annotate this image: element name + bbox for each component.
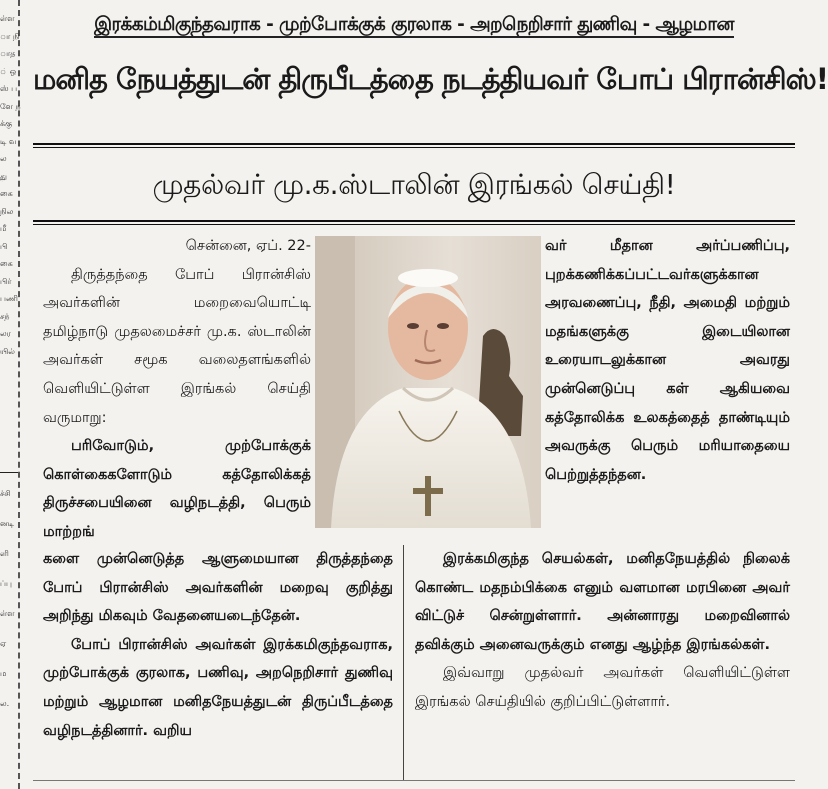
column-right-top [545, 232, 790, 489]
quote-paragraph: இரக்கமிகுந்த செயல்கள், மனிதநேயத்தில் நிலைக் கொண்ட மதநம்பிக்கை எனும் வளமான மரபினை அவர் விட்டுச் சென்றுள்ளார். அன்னாரது மறைவினால் தவிக்கும் அனைவருக்கும் எனது ஆழ்ந்த இரங்கல்கள். [415, 551, 790, 653]
rule [33, 143, 795, 145]
rule [33, 780, 795, 781]
adjacent-text-fragment: ல [0, 154, 7, 163]
adjacent-text-fragment: கை [0, 189, 13, 198]
column-right-bottom [415, 545, 790, 717]
rule [33, 147, 795, 148]
subhead: முதல்வர் மு.க.ஸ்டாலின் இரங்கல் செய்தி! [152, 168, 676, 201]
adjacent-rule [0, 472, 18, 473]
closing-paragraph: இவ்வாறு முதல்வர் அவர்கள் வெளியிட்டுள்ள இரங்கல் செய்தியில் குறிப்பிட்டுள்ளார். [415, 665, 790, 710]
adjacent-text-fragment: பி [0, 241, 8, 251]
quote-paragraph: பரிவோடும், முற்போக்குக் கொள்கைகளோடும் கத்தோலிக்கத் திருச்சபையினை வழிநடத்தி, பெரும் மாற்றங் [43, 438, 311, 540]
adjacent-text-fragment: ள்ள [0, 14, 15, 23]
adjacent-text-fragment: மீ [0, 224, 7, 233]
adjacent-column-edge [0, 0, 26, 789]
adjacent-text-fragment: னடி [0, 519, 15, 528]
adjacent-text-fragment: சந் [0, 311, 10, 321]
quote-paragraph: வர் மீதான அர்ப்பணிப்பு, புறக்கணிக்கப்பட்டவர்களுக்கான அரவணைப்பு, நீதி, அமைதி மற்றும் மதங்களுக்கு இடையிலான உரையாடலுக்கான அவரது முன்னெடுப்பு கள் ஆகியவை கத்தோலிக்க உலகத்தைத் தாண்டியும் அவருக்கு பெரும் மரியாதையை பெற்றுத்தந்தன. [545, 238, 790, 483]
adjacent-text-fragment: யில் [0, 346, 15, 356]
rule [33, 224, 795, 225]
intro-paragraph: திருத்தந்தை போப் பிரான்சிஸ் அவர்களின் மறைவையொட்டி தமிழ்நாடு முதலமைச்சர் மு.க. ஸ்டாலின் அவர்கள் சமூக வலைதளங்களில் வெளியிட்டுள்ள இரங்கல் செய்தி வருமாறு: [43, 266, 311, 426]
adjacent-text-fragment: லர [0, 329, 11, 338]
pope-photo [315, 236, 541, 528]
column-left-bottom [43, 545, 393, 745]
column-divider [403, 545, 404, 781]
adjacent-text-fragment: க்கு [0, 119, 13, 128]
adjacent-text-fragment: ஏ [0, 639, 7, 648]
rule [33, 220, 795, 222]
headline: மனித நேயத்துடன் திருபீடத்தை நடத்தியவர் போப் பிரான்சிஸ்! [33, 62, 828, 96]
adjacent-text-fragment: ம [0, 669, 7, 678]
adjacent-text-fragment: ப்பு [0, 579, 12, 588]
adjacent-text-fragment: பிர் [0, 276, 12, 286]
adjacent-text-fragment: ாத [0, 49, 16, 58]
quote-paragraph: களை முன்னெடுத்த ஆளுமையான திருத்தந்தை போப் பிரான்சிஸ் அவர்களின் மறைவு குறித்து அறிந்து மிகவும் வேதனையடைந்தேன். [43, 551, 393, 625]
news-article [33, 8, 828, 782]
adjacent-text-fragment: நில [0, 206, 14, 216]
column-left-top [43, 232, 311, 547]
dateline: சென்னை, ஏப். 22- [185, 238, 311, 254]
adjacent-text-fragment: ச்சி [0, 489, 11, 498]
adjacent-text-fragment: ஸ் ப [0, 84, 18, 93]
quote-paragraph: போப் பிரான்சிஸ் அவர்கள் இரக்கமிகுந்தவராக, முற்போக்குக் குரலாக, பணிவு, அறநெறிசார் துணிவு மற்றும் ஆழமான மனிதநேயத்துடன் திருப்பீடத்தை வழிநடத்தினார். வறிய [43, 636, 393, 739]
adjacent-text-fragment: ளி [0, 549, 9, 558]
adjacent-text-fragment: ள்ள [0, 609, 15, 618]
adjacent-text-fragment: ா நி [0, 31, 20, 41]
adjacent-text-fragment: து [0, 171, 7, 181]
pope-portrait-image [315, 236, 541, 528]
adjacent-text-fragment: கை [0, 259, 13, 268]
cut-line [18, 0, 20, 789]
adjacent-text-fragment: பணி [0, 294, 18, 303]
adjacent-text-fragment: ளே ந [0, 101, 21, 111]
adjacent-text-fragment: ் ஒ [0, 66, 17, 76]
adjacent-text-fragment: டி வ [0, 136, 17, 146]
kicker: இரக்கம்மிகுந்தவராக - முற்போக்குக் குரலாக - அறநெறிசார் துணிவு - ஆழமான [33, 8, 795, 44]
adjacent-text-fragment: ல. [0, 699, 10, 708]
